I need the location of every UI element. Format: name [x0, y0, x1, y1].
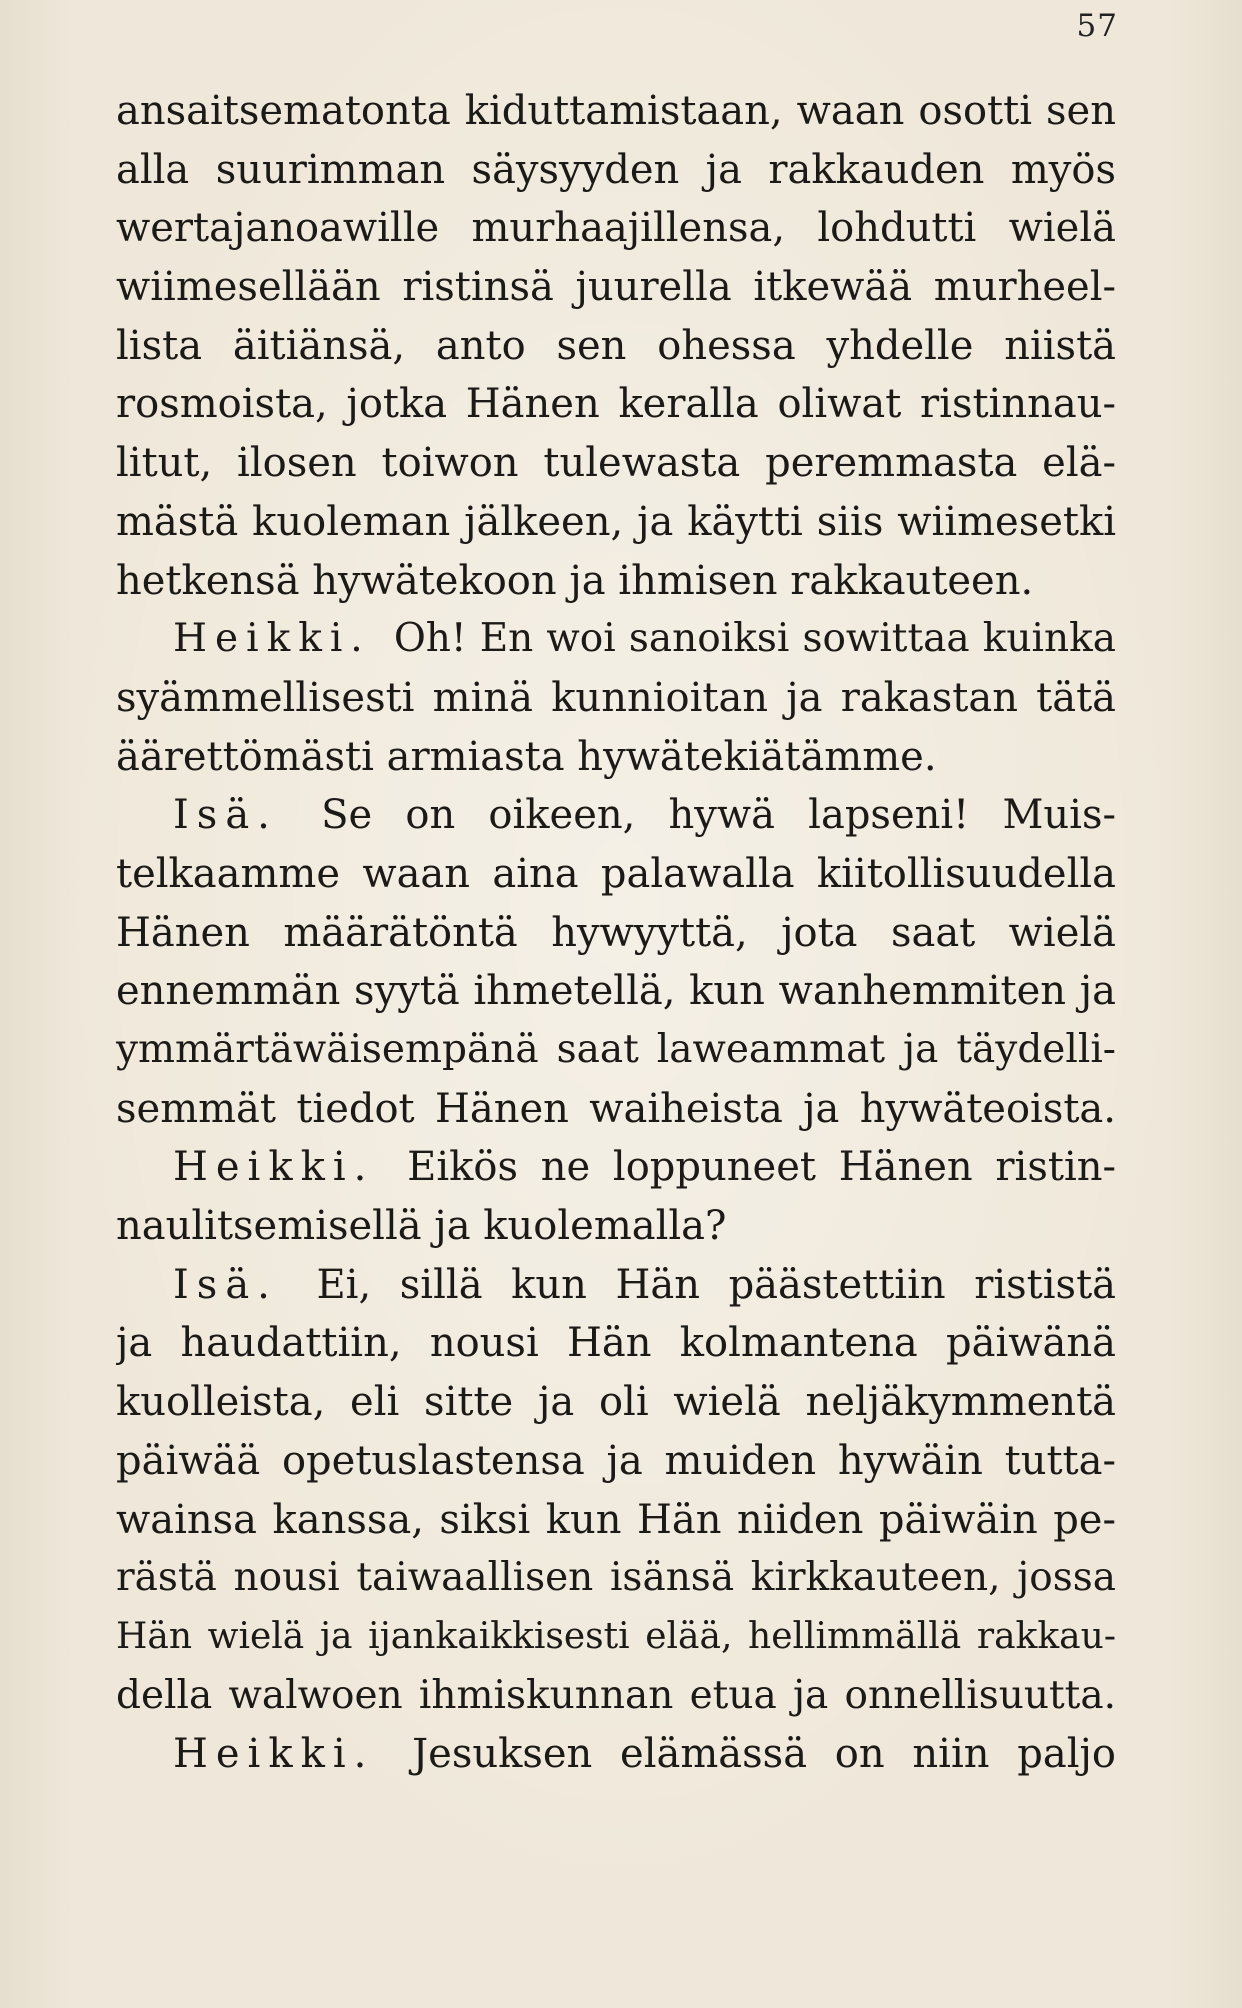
dialogue-line — [116, 610, 1116, 669]
line-text: mästä kuoleman jälkeen, ja käytti siis wiimesetki — [116, 498, 1116, 545]
text-line — [116, 669, 1116, 728]
body-text — [116, 82, 1116, 1784]
text-line — [116, 199, 1116, 258]
text-line — [116, 1373, 1116, 1432]
line-text: Se on oikeen, hywä lapseni! Muis- — [321, 792, 1116, 839]
line-text: alla suurimman säysyyden ja rakkauden myös — [116, 146, 1116, 193]
line-text: wiimesellään ristinsä juurella itkewää murheel- — [116, 264, 1116, 311]
line-text: della walwoen ihmiskunnan etua ja onnellisuutta. — [116, 1672, 1116, 1718]
speaker-name: Heikki. — [173, 1144, 375, 1191]
text-line — [116, 141, 1116, 200]
line-text: litut, ilosen toiwon tulewasta peremmasta elä- — [116, 440, 1116, 487]
line-text: naulitsemisellä ja kuolemalla? — [116, 1203, 727, 1250]
line-text: Oh! En woi sanoiksi sowittaa kuinka — [393, 616, 1116, 662]
text-line — [116, 493, 1116, 552]
line-text: kuolleista, eli sitte ja oli wielä neljäkymmentä — [116, 1379, 1116, 1426]
line-text: ja haudattiin, nousi Hän kolmantena päiwänä — [116, 1320, 1116, 1367]
line-text: hetkensä hywätekoon ja ihmisen rakkauteen. — [116, 557, 1034, 604]
line-text: päiwää opetuslastensa ja muiden hywäin tutta- — [116, 1437, 1116, 1484]
page-number: 57 — [1076, 8, 1118, 44]
text-line — [116, 1021, 1116, 1080]
text-line — [116, 962, 1116, 1021]
text-line — [116, 1491, 1116, 1550]
dialogue-line — [116, 786, 1116, 845]
text-line — [116, 434, 1116, 493]
text-line — [116, 375, 1116, 434]
line-text: ansaitsematonta kiduttamistaan, waan osotti sen — [116, 88, 1116, 134]
speaker-name: Isä. — [173, 1261, 278, 1308]
dialogue-line — [116, 1138, 1116, 1197]
text-line — [116, 82, 1116, 141]
speaker-name: Isä. — [173, 792, 278, 839]
line-text: wertajanoawille murhaajillensa, lohdutti wielä — [116, 205, 1116, 252]
line-text: Ei, sillä kun Hän päästettiin rististä — [316, 1261, 1116, 1308]
dialogue-line — [116, 1256, 1116, 1315]
line-text: lista äitiänsä, anto sen ohessa yhdelle niistä — [116, 322, 1116, 369]
text-line — [116, 317, 1116, 376]
text-line — [116, 1432, 1116, 1491]
text-line — [116, 552, 1116, 611]
line-text: semmät tiedot Hänen waiheista ja hywäteoista. — [116, 1085, 1116, 1132]
line-text: ymmärtäwäisempänä saat laweammat ja täydelli- — [116, 1027, 1116, 1072]
line-text: rästä nousi taiwaallisen isänsä kirkkauteen, jossa — [116, 1555, 1116, 1601]
text-line — [116, 728, 1116, 787]
line-text: rosmoista, jotka Hänen keralla oliwat ristinnau- — [116, 381, 1116, 428]
line-text: wainsa kanssa, siksi kun Hän niiden päiwäin pe- — [116, 1496, 1116, 1543]
text-line — [116, 845, 1116, 904]
line-text: telkaamme waan aina palawalla kiitollisuudella — [116, 850, 1116, 897]
text-line — [116, 1314, 1116, 1373]
line-text: Hänen määrätöntä hywyyttä, jota saat wielä — [116, 909, 1116, 956]
speaker-name: Heikki. — [173, 1731, 375, 1778]
line-text: äärettömästi armiasta hywätekiätämme. — [116, 733, 937, 780]
line-text: ennemmän syytä ihmetellä, kun wanhemmiten ja — [116, 968, 1116, 1015]
text-line — [116, 1667, 1116, 1726]
speaker-name: Heikki. — [173, 616, 371, 662]
line-text: Hän wielä ja ijankaikkisesti elää, hellimmällä rakkau- — [116, 1615, 1116, 1657]
line-text: Eikös ne loppuneet Hänen ristin- — [407, 1144, 1116, 1191]
text-line — [116, 1549, 1116, 1608]
text-line — [116, 1080, 1116, 1139]
text-line — [116, 1608, 1116, 1667]
dialogue-line — [116, 1725, 1116, 1784]
line-text: Jesuksen elämässä on niin paljo — [412, 1731, 1116, 1778]
text-line — [116, 1197, 1116, 1256]
text-line — [116, 904, 1116, 963]
line-text: syämmellisesti minä kunnioitan ja rakastan tätä — [116, 674, 1116, 721]
text-line — [116, 258, 1116, 317]
